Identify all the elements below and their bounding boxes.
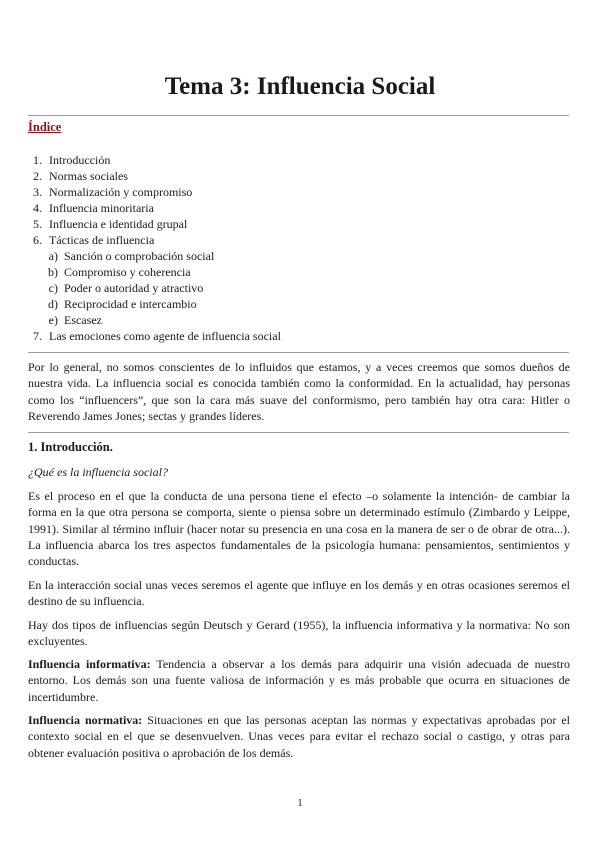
divider [28, 432, 569, 433]
toc-item: 5. Influencia e identidad grupal [33, 217, 188, 231]
toc-item: 2. Normas sociales [33, 169, 128, 183]
divider [28, 115, 569, 116]
toc-item: 6. Tácticas de influencia [33, 233, 155, 247]
term-label: Influencia informativa: [28, 657, 151, 671]
toc-subitem: e) Escasez [48, 313, 102, 327]
toc-subitem: a) Sanción o comprobación social [48, 249, 215, 263]
paragraph: Hay dos tipos de influencias según Deutsch y Gerard (1955), la influencia informativa y la normativa: No son excluyentes. [28, 618, 570, 649]
index-heading: Índice [28, 120, 62, 134]
toc-item: 4. Influencia minoritaria [33, 201, 154, 215]
toc-subitem: b) Compromiso y coherencia [48, 265, 191, 279]
toc-subitem: d) Reciprocidad e intercambio [48, 297, 197, 311]
toc-item: 3. Normalización y compromiso [33, 185, 193, 199]
toc-item: 1. Introducción [33, 153, 111, 167]
term-definition: Tendencia a observar a los demás para adquirir una visión adecuada de nuestro entorno. Los demás son una fuente valiosa de información y es más probable que ocurra en situaciones de incertidumbre. [28, 657, 570, 704]
section-heading: 1. Introducción. [28, 440, 113, 454]
paragraph: Es el proceso en el que la conducta de una persona tiene el efecto –o solamente la intención- de cambiar la forma en la que otra persona se comporta, siente o piensa sobre un determinado estímulo (Zimbardo y Leippe, 1991). Similar al término influir (hacer notar su presencia en una cosa en la manera de ser o de obrar de otra...). La influencia abarca los tres aspectos fundamentales de la psicología humana: pensamientos, sentimientos y conductas. [28, 489, 570, 569]
table-of-contents [28, 152, 568, 344]
paragraph-normativa [28, 712, 570, 761]
toc-item: 7. Las emociones como agente de influencia social [33, 329, 281, 343]
paragraph: En la interacción social unas veces seremos el agente que influye en los demás y en otras ocasiones seremos el destino de su influencia. [28, 578, 570, 609]
paragraph-informativa [28, 656, 570, 705]
term-definition: Situaciones en que las personas aceptan las normas y expectativas aprobadas por el contexto social en el que se desenvuelven. Unas veces para evitar el rechazo social o castigo, y otras para obtener evaluación positiva o aprobación de los demás. [28, 713, 570, 760]
term-label: Influencia normativa: [28, 713, 143, 727]
toc-subitem: c) Poder o autoridad y atractivo [48, 281, 204, 295]
section-question: ¿Qué es la influencia social? [28, 465, 168, 479]
page-title: Tema 3: Influencia Social [164, 73, 436, 100]
divider [28, 352, 569, 353]
intro-paragraph: Por lo general, no somos conscientes de lo influidos que estamos, y a veces creemos que somos dueños de nuestra vida. La influencia social es conocida también como la conformidad. En la actualidad, hay personas como los “influencers”, que son la cara más suave del conformismo, pero también hay otra cara: Hitler o Reverendo James Jones; sectas y grandes líderes. [28, 360, 570, 423]
page-number: 1 [297, 797, 303, 809]
